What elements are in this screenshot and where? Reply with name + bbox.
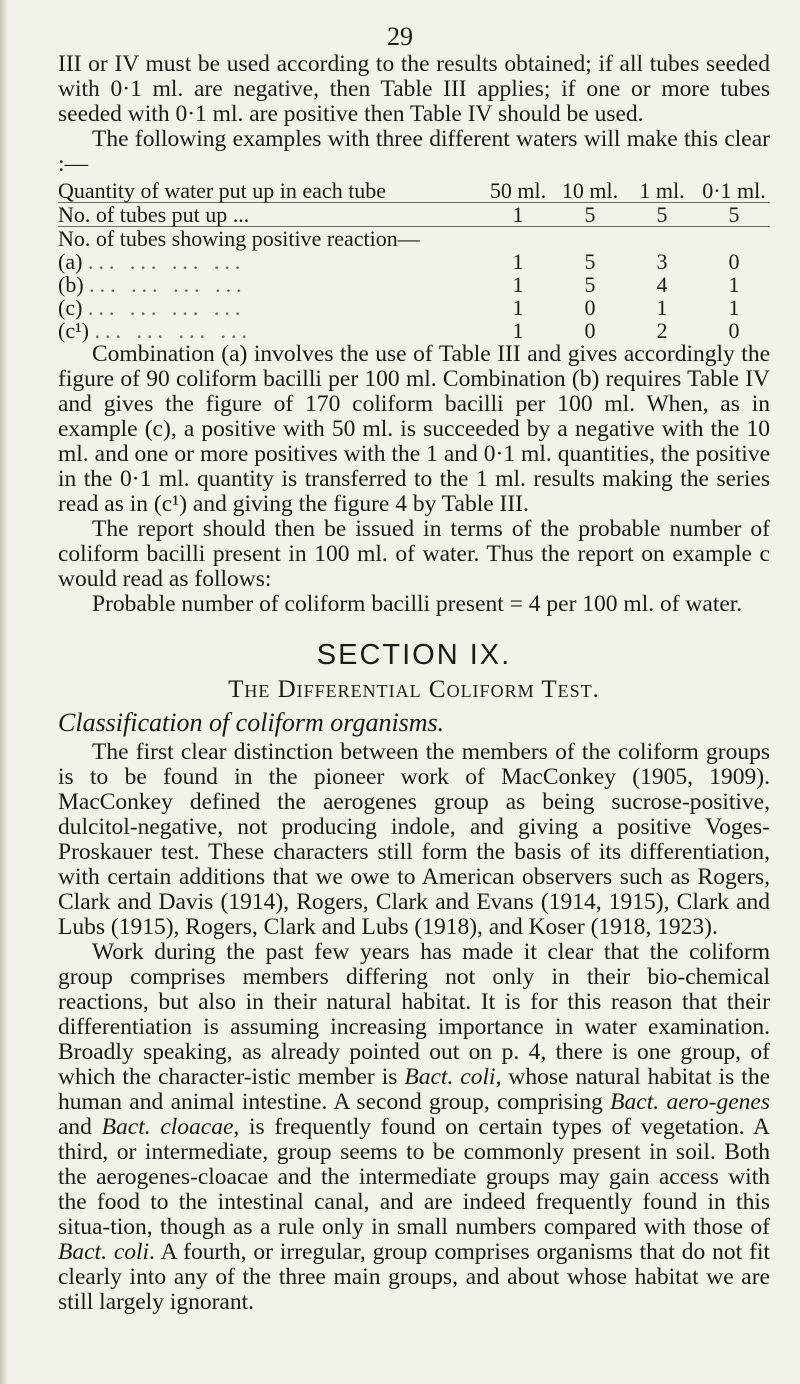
species-name: Bact. coli <box>58 1239 150 1265</box>
table-cell: 2 <box>656 318 668 343</box>
table-cell: 1 <box>512 318 524 343</box>
quantity-50ml: 50 ml. <box>489 178 547 203</box>
quantity-1ml: 1 ml. <box>639 178 685 203</box>
table-row <box>58 273 770 296</box>
table-cell: 1 <box>728 272 740 297</box>
species-name: Bact. aero-genes <box>610 1089 770 1115</box>
quantity-row <box>58 179 770 203</box>
table-cell: 0 <box>728 249 740 274</box>
row-label: (a) <box>58 249 83 274</box>
combination-paragraph: Combination (a) involves the use of Table III and gives accordingly the figure of 90 coliform bacilli per 100 ml. Combination (b) requires Table IV and gives the figure of 170 coliform bacilli per 100 ml. When, as in example (c), a positive with 50 ml. is succeeded by a negative with the 10 ml. and one or more positives with the 1 and 0·1 ml. quantities, the positive in the 0·1 ml. quantity is transferred to the 1 ml. results making the series read as in (c¹) and giving the figure 4 by Table III. <box>58 341 770 517</box>
table-cell: 5 <box>584 249 596 274</box>
tubes-value: 5 <box>554 203 626 227</box>
tubes-row <box>58 203 770 227</box>
quantity-0-1ml: 0·1 ml. <box>702 178 766 203</box>
text-run: , is frequently found on certain types of vegetation. A third, or intermediate, group seems to be commonly present in soil. Both the aerogenes-cloacae and the intermediate groups may gain access with the food to the intestinal canal, and are indeed frequently found in this situa-tion, though as a rule only in small numbers compared with those of <box>58 1114 770 1240</box>
text-run: , whose natural habitat is the human and animal intestine. A second group, comprising <box>58 1064 770 1115</box>
results-table <box>58 179 770 342</box>
text-run: and <box>58 1114 102 1140</box>
table-cell: 0 <box>584 295 596 320</box>
table-cell: 1 <box>512 272 524 297</box>
positive-label: No. of tubes showing positive reaction— <box>58 227 770 251</box>
quantity-10ml: 10 ml. <box>561 178 619 203</box>
table-cell: 4 <box>656 272 668 297</box>
page-body <box>58 52 770 1315</box>
text-run: Work during the past few years has made it clear that the coliform group comprises members differing not only in their bio-chemical reactions, but also in their natural habitat. It is for this reason that their differentiation is assuming increasing importance in water examination. Broadly speaking, as already pointed out on p. 4, there is one group, of which the character-istic member is <box>58 939 770 1090</box>
leader-dots: ... ... ... ... <box>89 272 247 297</box>
table-row <box>58 319 770 342</box>
row-label: (c) <box>58 295 83 320</box>
report-line: Probable number of coliform bacilli present = 4 per 100 ml. of water. <box>92 591 743 617</box>
table-cell: 3 <box>656 249 668 274</box>
leader-dots: ... ... ... ... <box>87 295 246 320</box>
intro-paragraph: III or IV must be used according to the results obtained; if all tubes seeded with 0·1 ml. are negative, then Table III applies; if one or more tubes seeded with 0·1 ml. are positive then Table IV should be used. <box>58 51 770 127</box>
tubes-value: 5 <box>626 203 698 227</box>
table-row <box>58 296 770 319</box>
row-label: (c¹) <box>58 318 90 343</box>
habitat-paragraph <box>58 940 770 1315</box>
tubes-label: No. of tubes put up ... <box>58 203 482 227</box>
table-cell: 0 <box>584 318 596 343</box>
text-run: . A fourth, or irregular, group comprises organisms that do not fit clearly into any of the three main groups, and about whose habitat we are still largely ignorant. <box>58 1239 770 1315</box>
page-number: 29 <box>387 22 413 51</box>
quantity-label: Quantity of water put up in each tube <box>58 178 387 203</box>
section-heading: SECTION IX. <box>316 639 512 671</box>
macconkey-paragraph: The first clear distinction between the members of the coliform groups is to be found in the pioneer work of MacConkey (1905, 1909). MacConkey defined the aerogenes group as being sucrose-positive, dulcitol-negative, not producing indole, and giving a positive Voges-Proskauer test. These characters still form the basis of its differentiation, with certain additions that we owe to American observers such as Rogers, Clark and Davis (1914), Rogers, Clark and Evans (1914, 1915), Clark and Lubs (1915), Rogers, Clark and Lubs (1918), and Koser (1918, 1923). <box>58 739 770 940</box>
section-subheading: The Differential Coliform Test. <box>228 676 600 703</box>
table-cell: 1 <box>656 295 668 320</box>
table-cell: 1 <box>728 295 740 320</box>
tubes-value: 5 <box>698 203 770 227</box>
table-row <box>58 250 770 273</box>
table-cell: 1 <box>512 295 524 320</box>
leader-dots: ... ... ... ... <box>94 318 253 343</box>
table-cell: 5 <box>584 272 596 297</box>
species-name: Bact. coli <box>404 1064 496 1090</box>
leader-dots: ... ... ... ... <box>87 249 246 274</box>
species-name: Bact. cloacae <box>101 1114 234 1140</box>
table-cell: 0 <box>728 318 740 343</box>
examples-paragraph: The following examples with three different waters will make this clear :— <box>58 126 770 177</box>
classification-heading: Classification of coliform organisms. <box>58 708 445 737</box>
page-edge-shadow <box>0 0 8 1384</box>
report-paragraph: The report should then be issued in terms of the probable number of coliform bacilli present in 100 ml. of water. Thus the report on example c would read as follows: <box>58 516 770 592</box>
table-cell: 1 <box>512 249 524 274</box>
tubes-value: 1 <box>482 203 554 227</box>
row-label: (b) <box>58 272 84 297</box>
positive-header-row <box>58 227 770 251</box>
